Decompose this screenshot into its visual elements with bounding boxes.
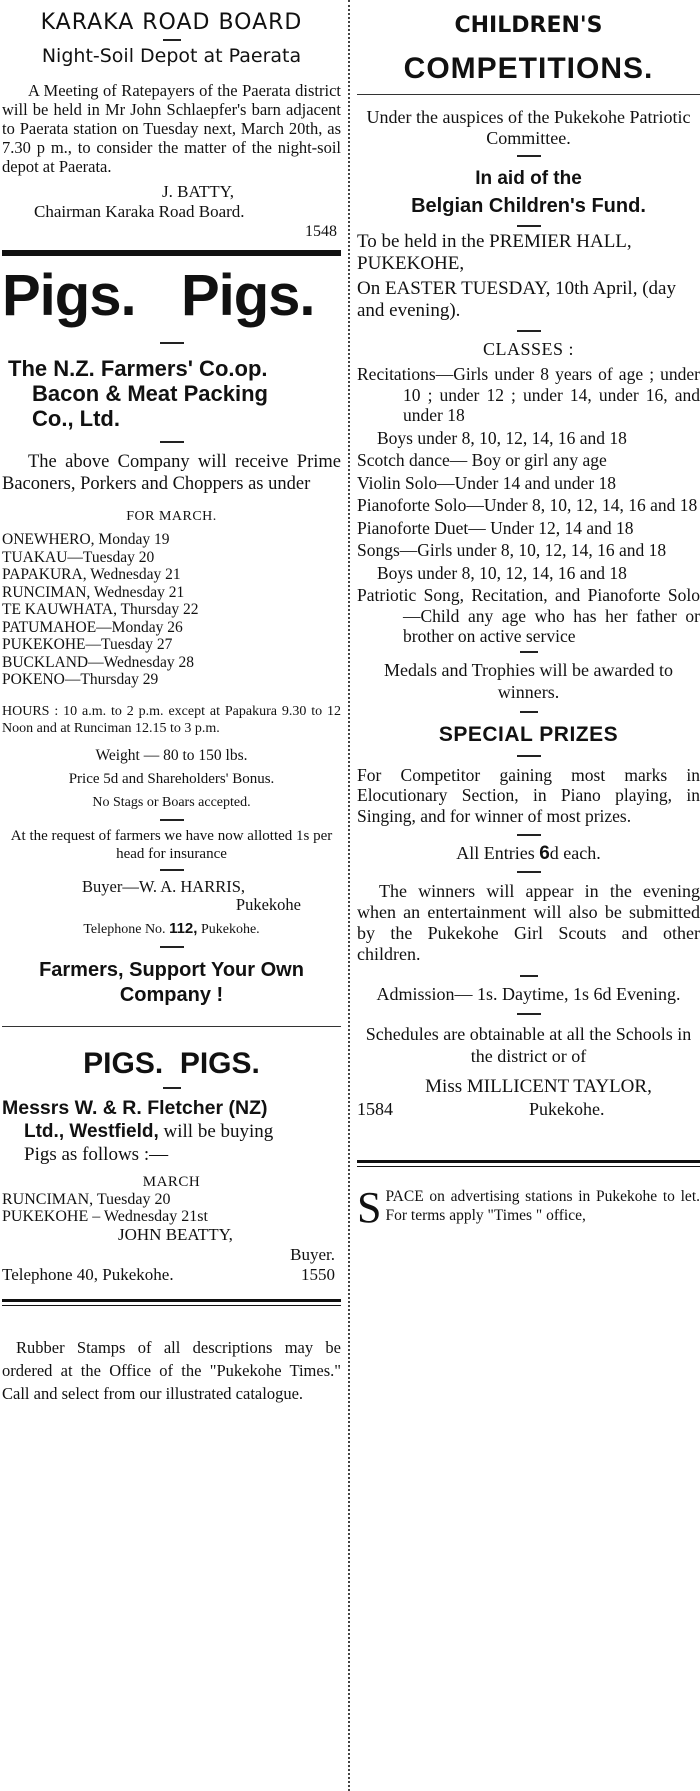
telephone-number: 112, [169,919,198,937]
firm-location: Ltd., Westfield, [24,1120,159,1142]
telephone-label: Telephone No. [83,921,166,937]
schedule-item: ONEWHERO, Monday 19 [2,531,170,548]
class-item: Violin Solo—Under 14 and under 18 [357,472,616,493]
divider-dash [517,834,541,836]
comp-venue: To be held in the PREMIER HALL, PUKEKOHE, [357,231,632,274]
class-item: Boys under 8, 10, 12, 14, 16 and 18 [377,562,627,583]
fletcher-telephone: Telephone 40, Pukekohe. [2,1264,174,1284]
pigs-ad-fletcher [2,1047,341,1285]
section-rule [357,94,700,95]
drop-cap: S [357,1183,382,1232]
prizes-description: For Competitor gaining most marks in Elocutionary Section, in Piano playing, in Singing, and for winner of most prizes. [357,764,700,826]
karaka-signature-name: J. BATTY, [162,182,234,201]
classes-heading: CLASSES : [482,339,575,359]
slogan-line1: Farmers, Support Your Own [39,958,304,981]
class-item: Patriotic Song, Recitation, and Pianoforte Solo—Child any age who has her father or brother on active service [357,585,700,646]
entries-label: All Entries [456,843,535,863]
schedule-item: PATUMAHOE—Monday 26 [2,618,183,636]
pigs-headline: Pigs. Pigs. [2,263,315,328]
schedule-item: POKENO—Thursday 29 [2,671,159,688]
rubber-stamps-notice [2,1336,341,1405]
company-name-line1: The N.Z. Farmers' Co.op. [8,356,268,381]
pigs2-headline: PIGS. PIGS. [83,1046,260,1080]
firm-line2 [2,1120,341,1143]
karaka-notice [2,10,341,242]
class-item: Songs—Girls under 8, 10, 12, 14, 16 and 18 [357,540,667,560]
column-divider [348,0,351,1791]
no-stags-note: No Stags or Boars accepted. [92,794,251,810]
special-prizes-heading: SPECIAL PRIZES [438,722,619,746]
telephone-line [2,920,341,938]
comp-title-line2: COMPETITIONS. [403,52,654,85]
comp-title-line1: CHILDREN'S [454,13,603,38]
schedule-item: BUCKLAND—Wednesday 28 [2,653,195,671]
class-item: Pianoforte Duet— Under 12, 14 and 18 [357,517,634,538]
divider-dash [517,225,541,227]
comp-ref: 1584 [357,1099,393,1119]
karaka-subtitle: Night-Soil Depot at Paerata [41,45,302,67]
left-column [0,0,343,1405]
section-rule [2,250,341,256]
pigs-ad-farmers [2,264,341,1008]
telephone-place: Pukekohe. [200,921,260,937]
section-rule [357,1160,700,1167]
divider-dash [517,1013,541,1015]
schedule-item: RUNCIMAN, Tuesday 20 [2,1190,171,1208]
divider-dash [520,711,538,713]
weight-range: Weight — 80 to 150 lbs. [95,746,248,764]
entries-amount: 6 [539,843,550,864]
divider-dash [517,155,541,157]
agent-role: Buyer. [290,1244,335,1264]
class-item: Scotch dance— Boy or girl any age [357,450,607,470]
space-advert [357,1183,700,1232]
divider-dash [517,871,541,873]
karaka-signature-role: Chairman Karaka Road Board. [34,202,245,221]
rubber-stamps-text: Rubber Stamps of all descriptions may be ordered at the Office of the "Pukekohe Times." Call and select from our illustrated catalogue. [2,1337,341,1403]
divider-dash [163,1087,181,1089]
company-name-line2: Bacon & Meat Packing [32,381,268,406]
fletcher-ref: 1550 [301,1264,335,1284]
contact-footer [357,1098,700,1120]
aid-line2: Belgian Children's Fund. [411,195,646,217]
fletcher-footer [2,1265,341,1285]
buyer-place: Pukekohe [235,894,301,914]
section-rule [2,1299,341,1306]
schedules-note: Schedules are obtainable at all the Schools in the district or of [365,1024,692,1066]
winners-note: The winners will appear in the evening when an entertainment will also be submitted by the Pukekohe Girl Scouts and other children. [357,881,700,964]
divider-dash [517,755,541,757]
divider-dash [160,819,184,821]
contact-place: Pukekohe. [529,1099,605,1119]
space-text: PACE on advertising stations in Pukekohe to let. For terms apply "Times " office, [385,1188,700,1224]
schedule-item: PUKEKOHE—Tuesday 27 [2,636,173,653]
karaka-ref: 1548 [305,223,337,240]
divider-dash [160,342,184,344]
agent-name: JOHN BEATTY, [118,1224,233,1244]
class-item: Pianoforte Solo—Under 8, 10, 12, 14, 16 and 18 [357,495,698,515]
admission-fees: Admission— 1s. Daytime, 1s 6d Evening. [376,984,681,1004]
for-month: FOR MARCH. [126,509,217,524]
classes-list [357,364,700,647]
farmers-schedule [2,531,341,689]
divider-dash [163,39,181,41]
medals-note: Medals and Trophies will be awarded to winners. [384,659,673,702]
section-rule [2,1026,341,1027]
comp-auspices: Under the auspices of the Pukekohe Patriotic Committee. [366,107,691,148]
company-name-line3: Co., Ltd. [32,406,120,431]
divider-dash [160,946,184,948]
karaka-title: KARAKA ROAD BOARD [40,10,303,35]
entries-fee [357,842,700,865]
slogan-line2: Company ! [119,983,224,1006]
class-item: Boys under 8, 10, 12, 14, 16 and 18 [377,427,627,448]
divider-dash [160,441,184,443]
class-item: Recitations—Girls under 8 years of age ; under 10 ; under 12 ; under 14, under 16, and under 18 [357,364,700,425]
schedule-item: PAPAKURA, Wednesday 21 [2,566,181,583]
comp-date: On EASTER TUESDAY, 10th April, (day and evening). [357,278,676,321]
schedule-item: TUAKAU—Tuesday 20 [2,548,155,566]
price-info: Price 5d and Shareholders' Bonus. [68,770,275,787]
company-intro: The above Company will receive Prime Baconers, Porkers and Choppers as under [2,452,341,494]
collection-hours: HOURS : 10 a.m. to 2 p.m. except at Papakura 9.30 to 12 Noon and at Runciman 12.15 to 3 p.m. [2,703,341,736]
pigs2-month: MARCH [142,1173,201,1190]
firm-line3: Pigs as follows :— [24,1143,169,1165]
fletcher-schedule [2,1191,341,1225]
insurance-note: At the request of farmers we have now allotted 1s per head for insurance [10,827,333,862]
schedule-item: RUNCIMAN, Wednesday 21 [2,583,185,601]
right-column [355,0,700,1232]
childrens-competitions [357,14,700,1120]
karaka-body: A Meeting of Ratepayers of the Paerata district will be held in Mr John Schlaepfer's barn adjacent to Paerata station on Tuesday next, March 20th, as 7.30 p m., to consider the matter of the night-soil depot at Paerata. [2,81,341,176]
entries-unit: d each. [549,843,601,863]
schedule-item: TE KAUWHATA, Thursday 22 [2,601,199,618]
divider-dash [160,869,184,871]
firm-line1: Messrs W. & R. Fletcher (NZ) [2,1096,268,1119]
schedule-item: PUKEKOHE – Wednesday 21st [2,1207,208,1225]
buyer-name: Buyer—W. A. HARRIS, [82,876,246,896]
divider-dash [517,330,541,332]
aid-line1: In aid of the [475,168,582,189]
divider-dash [520,651,538,653]
firm-buying: will be buying [163,1120,274,1142]
contact-name: Miss MILLICENT TAYLOR, [425,1076,652,1097]
divider-dash [520,975,538,977]
